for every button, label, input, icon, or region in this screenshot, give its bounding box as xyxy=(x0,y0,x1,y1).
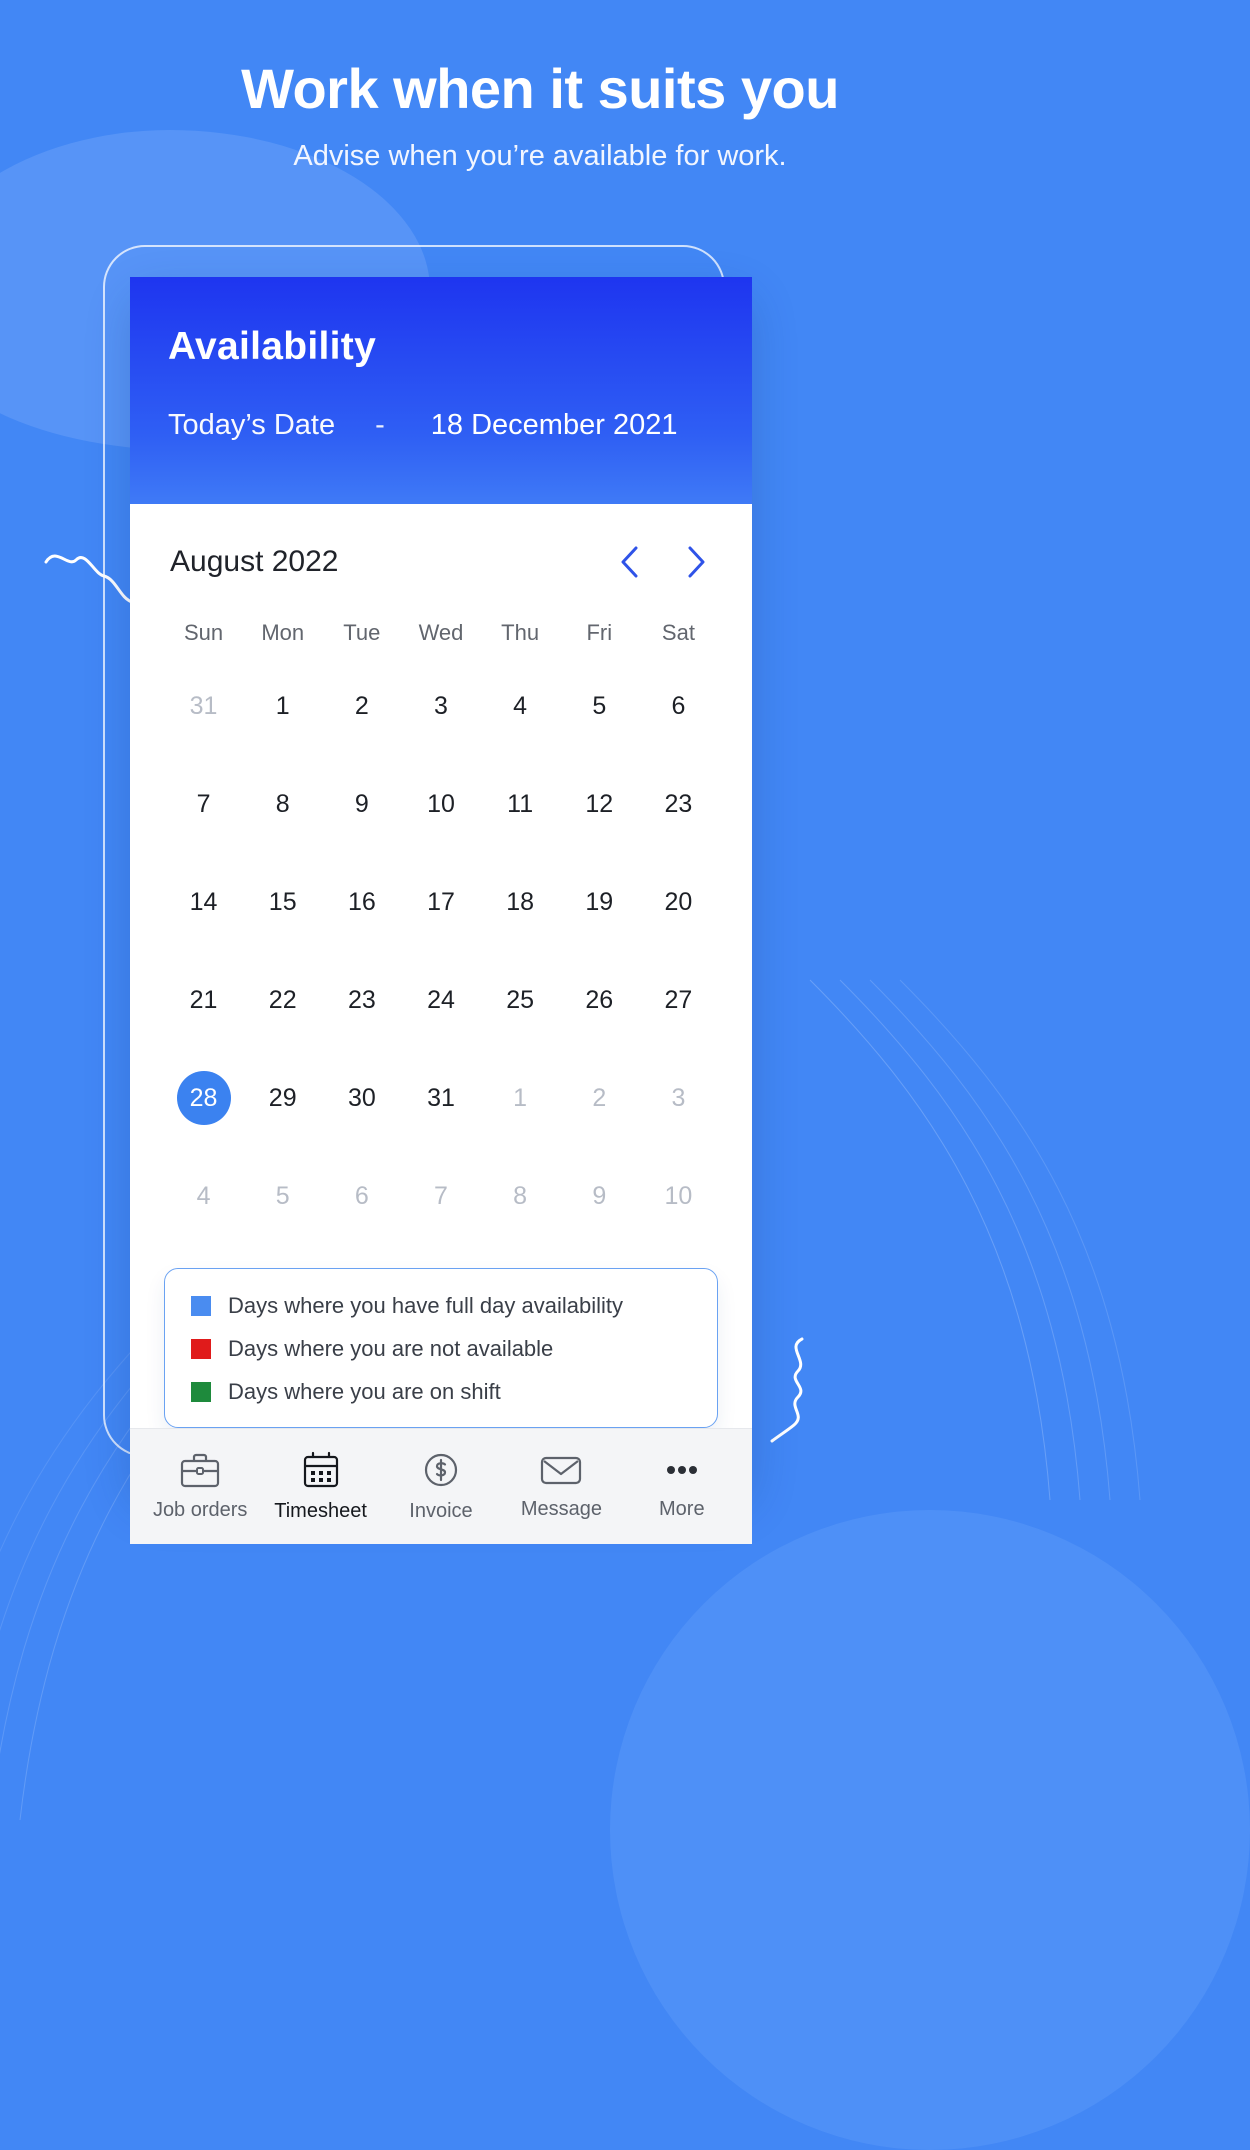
calendar-icon xyxy=(301,1450,341,1490)
weekday-label: Sun xyxy=(183,620,224,645)
calendar-day-label: 7 xyxy=(196,789,211,818)
calendar-day-label: 25 xyxy=(506,985,535,1014)
phone-mockup xyxy=(130,277,752,1522)
calendar-day[interactable] xyxy=(401,766,480,842)
calendar-day-label: 6 xyxy=(671,691,686,720)
calendar-day[interactable] xyxy=(560,1060,639,1136)
tab-label: More xyxy=(659,1498,705,1520)
calendar-day[interactable] xyxy=(164,962,243,1038)
calendar-day[interactable] xyxy=(481,1158,560,1234)
blob-bottom-right xyxy=(610,1510,1250,2150)
tab-label: Message xyxy=(520,1498,602,1520)
calendar-day-label: 30 xyxy=(347,1083,376,1112)
tab-job-orders[interactable] xyxy=(140,1451,260,1522)
calendar-week-row xyxy=(164,766,718,842)
weekday-label: Thu xyxy=(501,620,540,645)
today-date-value: 18 December 2021 xyxy=(430,409,678,441)
calendar-day[interactable] xyxy=(481,1060,560,1136)
legend-item xyxy=(191,1293,691,1319)
legend-item xyxy=(191,1336,691,1362)
calendar-week-row xyxy=(164,962,718,1038)
app-title: Availability xyxy=(168,325,377,368)
calendar-day[interactable] xyxy=(560,962,639,1038)
calendar-day[interactable] xyxy=(481,864,560,940)
tab-more[interactable] xyxy=(622,1452,742,1521)
calendar-day-label: 10 xyxy=(664,1181,693,1210)
legend-item xyxy=(191,1379,691,1405)
calendar-day[interactable] xyxy=(481,962,560,1038)
calendar-day[interactable] xyxy=(639,1060,718,1136)
today-date-label: Today’s Date xyxy=(168,409,336,441)
calendar-week-row xyxy=(164,1158,718,1234)
tab-label: Job orders xyxy=(152,1499,248,1521)
calendar-day[interactable] xyxy=(560,668,639,744)
calendar-day-label: 29 xyxy=(268,1083,297,1112)
calendar-day[interactable] xyxy=(322,1158,401,1234)
tab-label: Invoice xyxy=(409,1500,473,1522)
legend-label: Days where you are on shift xyxy=(228,1379,501,1404)
calendar-header xyxy=(164,544,718,580)
weekday-label: Fri xyxy=(586,620,613,645)
calendar-day-label: 2 xyxy=(354,691,369,720)
calendar-day[interactable] xyxy=(322,1060,401,1136)
calendar-day-label: 26 xyxy=(585,985,614,1014)
page-title: Work when it suits you xyxy=(241,57,839,120)
legend-label: Days where you have full day availability xyxy=(228,1293,623,1318)
legend-swatch-not-available xyxy=(191,1339,211,1359)
calendar-day-label: 24 xyxy=(427,985,455,1014)
calendar-day[interactable] xyxy=(243,766,322,842)
calendar-day-label: 7 xyxy=(434,1181,448,1210)
calendar-day[interactable] xyxy=(322,864,401,940)
calendar-day[interactable] xyxy=(401,1060,480,1136)
calendar-day-label: 9 xyxy=(592,1181,607,1210)
calendar-day[interactable] xyxy=(322,766,401,842)
calendar-day[interactable] xyxy=(639,766,718,842)
calendar-day-label: 3 xyxy=(434,691,448,720)
calendar-day-label: 31 xyxy=(427,1083,455,1112)
calendar-day-label: 31 xyxy=(189,691,218,720)
calendar-week-row xyxy=(164,1060,718,1136)
calendar-day-label: 18 xyxy=(506,887,535,916)
calendar-day-label: 4 xyxy=(196,1181,211,1210)
tab-label: Timesheet xyxy=(274,1500,367,1522)
calendar-day-label: 5 xyxy=(592,691,607,720)
legend-label: Days where you are not available xyxy=(228,1336,554,1361)
calendar-day-label: 14 xyxy=(189,887,218,916)
weekday-label: Tue xyxy=(343,620,381,645)
app-header xyxy=(130,277,752,504)
calendar-day-label: 17 xyxy=(427,887,455,916)
calendar-day-label: 16 xyxy=(347,887,376,916)
tab-message[interactable] xyxy=(501,1452,621,1521)
calendar-nav xyxy=(614,544,712,580)
calendar-day[interactable] xyxy=(243,864,322,940)
legend-swatch-full-day xyxy=(191,1296,211,1316)
calendar-day-label: 8 xyxy=(513,1181,528,1210)
weekday-label: Wed xyxy=(418,620,464,645)
calendar-day[interactable] xyxy=(243,1060,322,1136)
calendar-day-label: 5 xyxy=(275,1181,290,1210)
weekday-label: Sat xyxy=(661,620,695,645)
calendar-day-label: 27 xyxy=(664,985,693,1014)
calendar-grid xyxy=(164,668,718,1234)
calendar-day[interactable] xyxy=(401,1158,480,1234)
calendar-month-label: August 2022 xyxy=(170,545,339,578)
calendar-day[interactable] xyxy=(243,1158,322,1234)
calendar-day[interactable] xyxy=(164,668,243,744)
calendar-day-label: 1 xyxy=(275,691,290,720)
calendar-day[interactable] xyxy=(560,766,639,842)
calendar-day-label: 15 xyxy=(268,887,297,916)
calendar-day[interactable] xyxy=(322,668,401,744)
calendar-day-label: 10 xyxy=(427,789,455,818)
calendar-day[interactable] xyxy=(401,864,480,940)
briefcase-icon xyxy=(179,1451,221,1489)
envelope-icon xyxy=(539,1452,583,1488)
calendar-day[interactable] xyxy=(401,668,480,744)
calendar-day-label: 6 xyxy=(354,1181,369,1210)
chevron-right-icon[interactable] xyxy=(682,544,712,580)
calendar-day-label: 1 xyxy=(513,1083,528,1112)
calendar-day-label: 20 xyxy=(664,887,693,916)
ellipsis-icon xyxy=(660,1452,704,1488)
tab-bar xyxy=(130,1428,752,1544)
calendar-day[interactable] xyxy=(164,864,243,940)
calendar-day[interactable] xyxy=(639,668,718,744)
tab-timesheet[interactable] xyxy=(260,1450,380,1523)
page-subtitle: Advise when you’re available for work. xyxy=(293,140,787,172)
calendar-day[interactable] xyxy=(164,766,243,842)
today-date-row xyxy=(168,409,714,442)
calendar-week-row xyxy=(164,668,718,744)
calendar-day-label: 3 xyxy=(671,1083,686,1112)
calendar-day-selected[interactable] xyxy=(164,1060,243,1136)
calendar-day[interactable] xyxy=(639,962,718,1038)
chevron-left-icon[interactable] xyxy=(614,544,644,580)
calendar-day-label: 12 xyxy=(585,789,614,818)
legend-swatch-on-shift xyxy=(191,1382,211,1402)
calendar-day-label: 23 xyxy=(347,985,376,1014)
today-date-separator: - xyxy=(375,409,385,441)
weekday-label: Mon xyxy=(261,620,305,645)
calendar xyxy=(130,504,752,1428)
calendar-day[interactable] xyxy=(560,864,639,940)
calendar-day-label: 21 xyxy=(189,985,218,1014)
calendar-day-label: 11 xyxy=(507,789,534,818)
calendar-day[interactable] xyxy=(401,962,480,1038)
calendar-day[interactable] xyxy=(322,962,401,1038)
calendar-day[interactable] xyxy=(639,1158,718,1234)
dollar-circle-icon xyxy=(421,1450,461,1490)
wireframe-lines-right xyxy=(800,980,1120,1500)
calendar-day-label: 9 xyxy=(354,789,369,818)
calendar-day[interactable] xyxy=(481,766,560,842)
tab-invoice[interactable] xyxy=(381,1450,501,1523)
calendar-weekday-row xyxy=(164,620,718,646)
calendar-day-label: 4 xyxy=(513,691,528,720)
calendar-day[interactable] xyxy=(164,1158,243,1234)
calendar-day[interactable] xyxy=(639,864,718,940)
squiggle-right-icon xyxy=(762,1337,822,1447)
calendar-day[interactable] xyxy=(243,962,322,1038)
calendar-day-label: 28 xyxy=(177,1071,231,1125)
calendar-day[interactable] xyxy=(243,668,322,744)
calendar-day-label: 19 xyxy=(585,887,614,916)
calendar-day-label: 2 xyxy=(592,1083,607,1112)
legend xyxy=(164,1268,718,1428)
calendar-day-label: 23 xyxy=(664,789,693,818)
calendar-day[interactable] xyxy=(560,1158,639,1234)
calendar-day-label: 8 xyxy=(275,789,290,818)
calendar-week-row xyxy=(164,864,718,940)
calendar-day-label: 22 xyxy=(268,985,297,1014)
calendar-day[interactable] xyxy=(481,668,560,744)
